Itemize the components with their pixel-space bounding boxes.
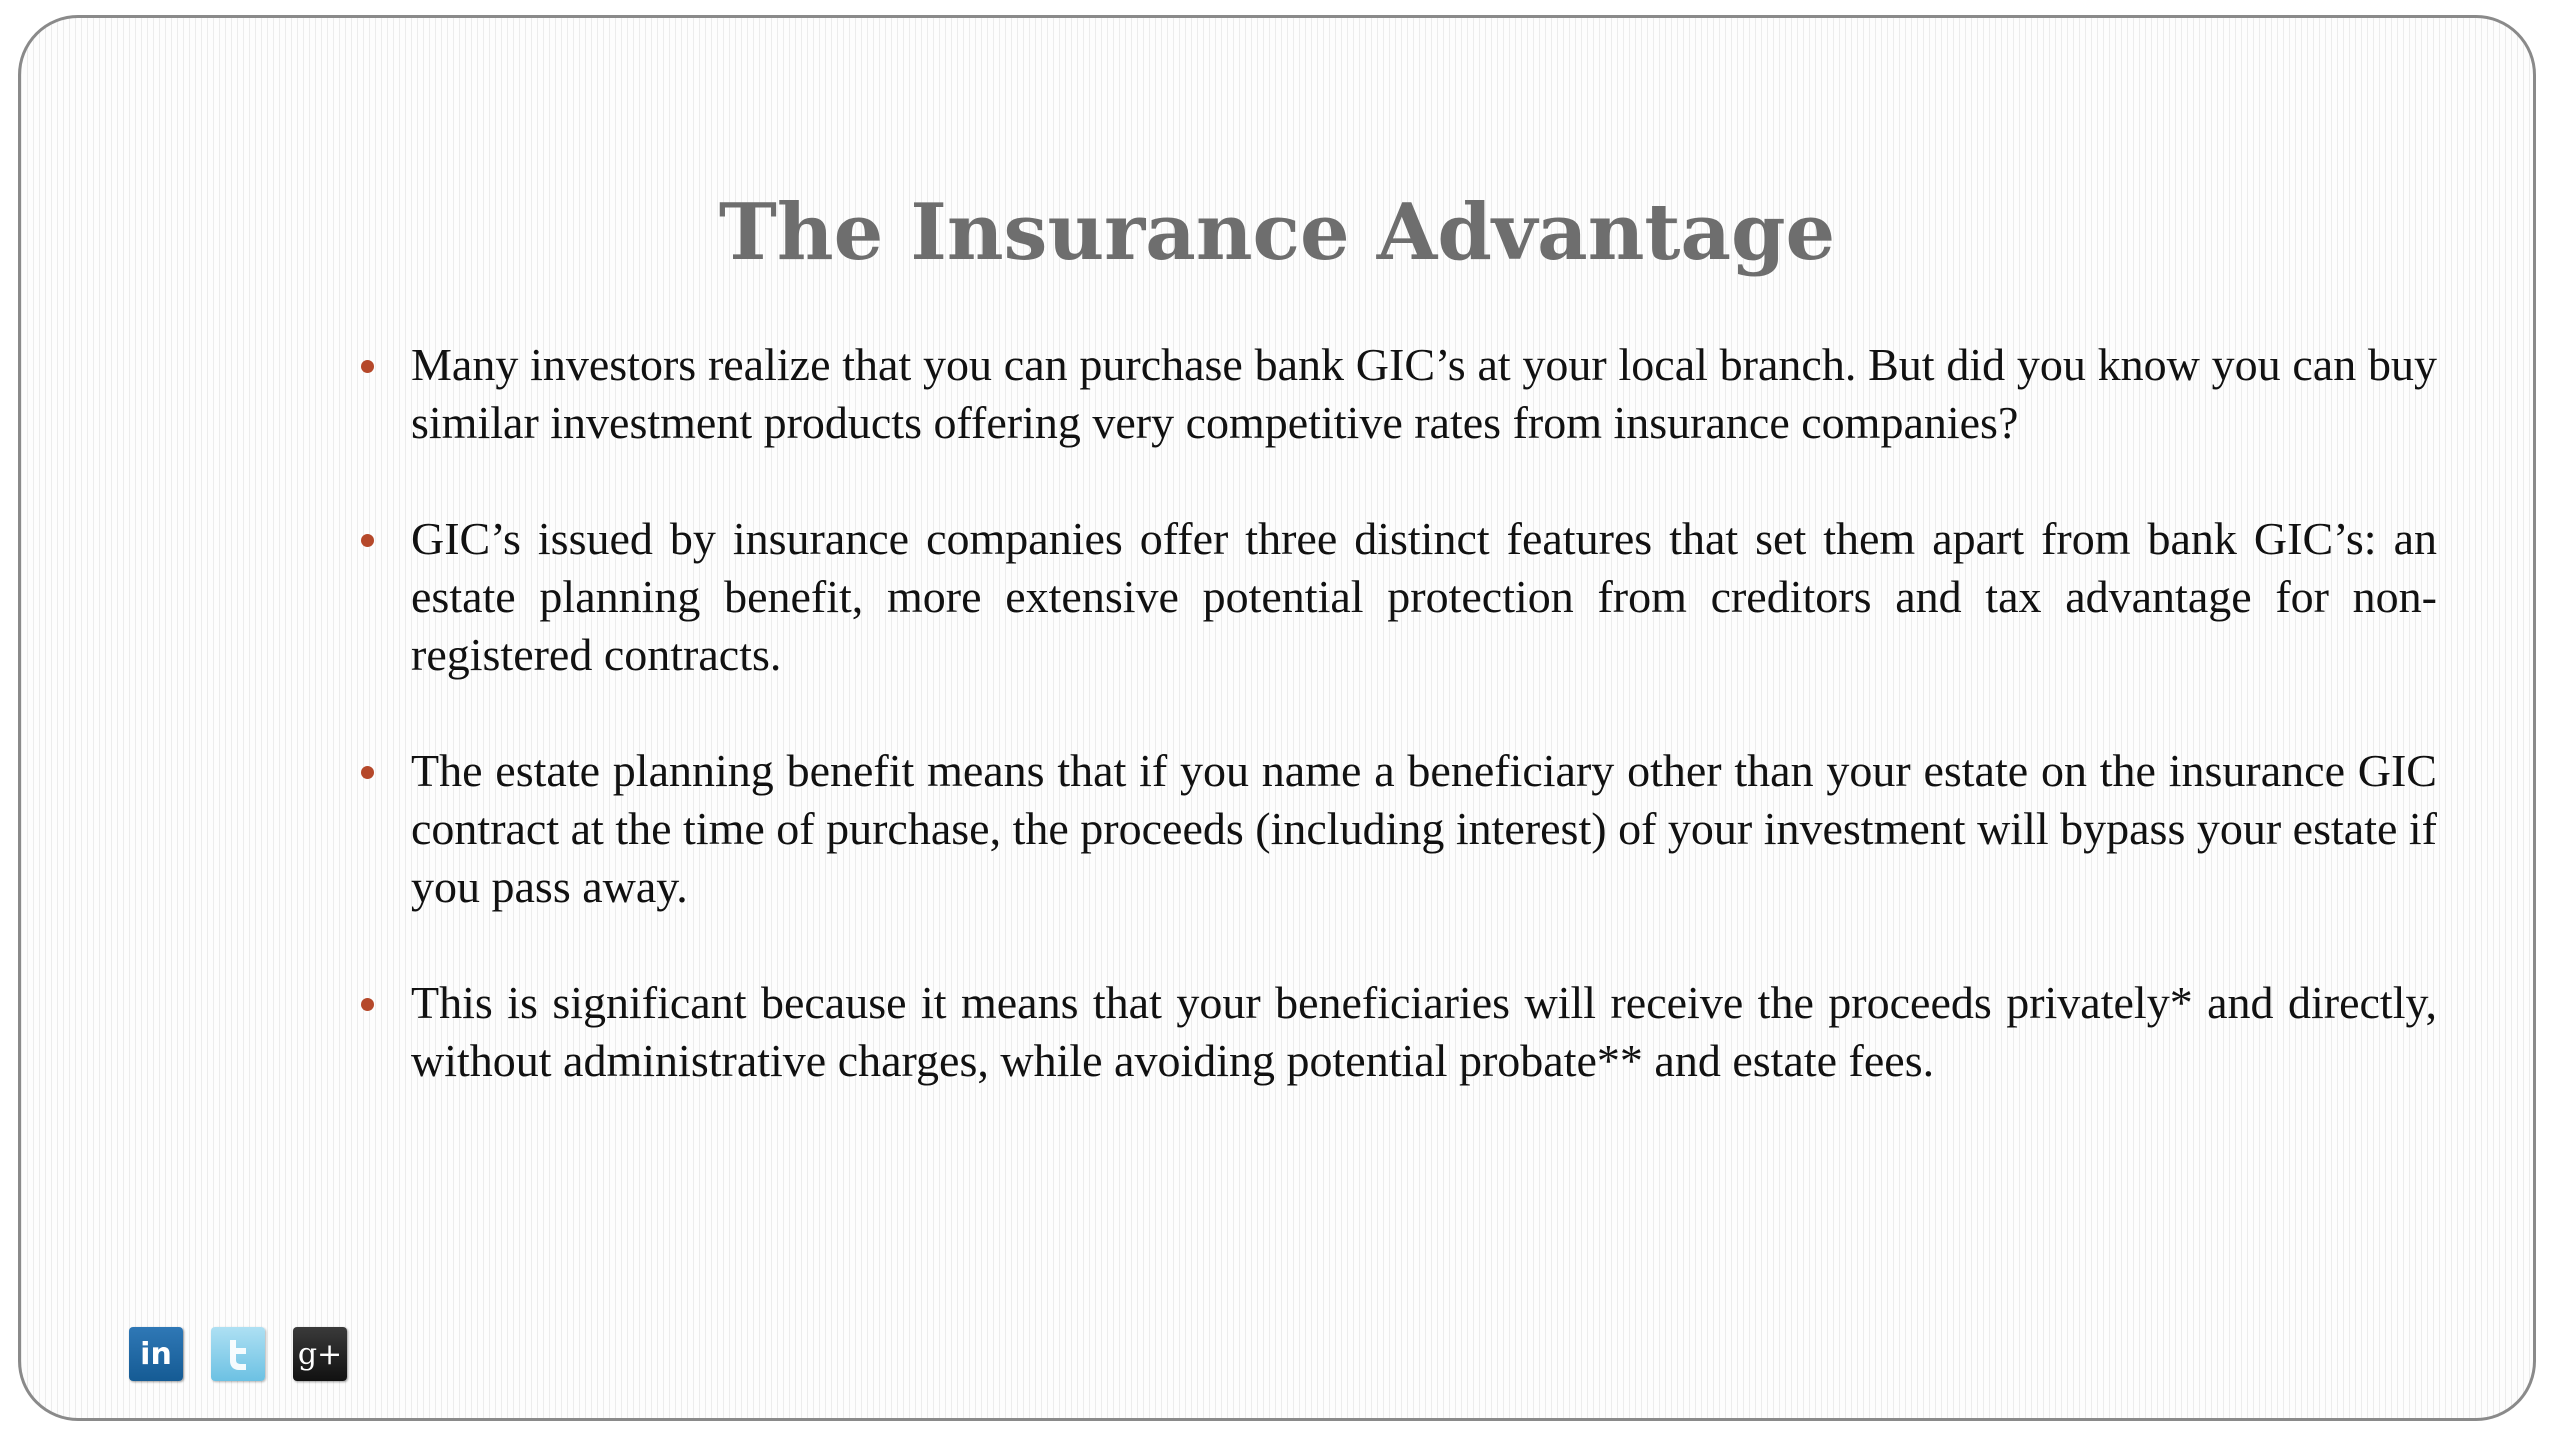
bullet-item xyxy=(331,336,2437,452)
social-icons xyxy=(129,1327,347,1381)
bullet-item xyxy=(331,510,2437,684)
bullet-dot-icon xyxy=(361,766,374,779)
bullet-dot-icon xyxy=(361,360,374,373)
bullet-text: Many investors realize that you can purchase bank GIC’s at your local branch. But did you know you can buy similar investment products offering very competitive rates from insurance companies? xyxy=(411,339,2437,448)
bullet-text: GIC’s issued by insurance companies offer three distinct features that set them apart from bank GIC’s: an estate planning benefit, more extensive potential protection from creditors and tax advantage for non-registered contracts. xyxy=(411,513,2437,680)
linkedin-icon-label: in xyxy=(140,1336,172,1372)
slide-title: The Insurance Advantage xyxy=(718,187,1836,278)
linkedin-icon[interactable] xyxy=(129,1327,183,1381)
bullet-text: This is significant because it means that your beneficiaries will receive the proceeds privately* and directly, without administrative charges, while avoiding potential probate** and estate fees. xyxy=(411,977,2437,1086)
googleplus-icon[interactable] xyxy=(293,1327,347,1381)
twitter-icon[interactable] xyxy=(211,1327,265,1381)
bullet-item xyxy=(331,974,2437,1090)
googleplus-icon-label: g+ xyxy=(297,1336,343,1372)
bullet-list xyxy=(331,336,2437,1148)
bullet-item xyxy=(331,742,2437,916)
twitter-bird-glyph xyxy=(218,1334,258,1374)
bullet-text: The estate planning benefit means that if you name a beneficiary other than your estate on the insurance GIC contract at the time of purchase, the proceeds (including interest) of your investment will bypass your estate if you pass away. xyxy=(411,745,2437,912)
slide xyxy=(18,15,2536,1421)
bullet-dot-icon xyxy=(361,998,374,1011)
bullet-dot-icon xyxy=(361,534,374,547)
